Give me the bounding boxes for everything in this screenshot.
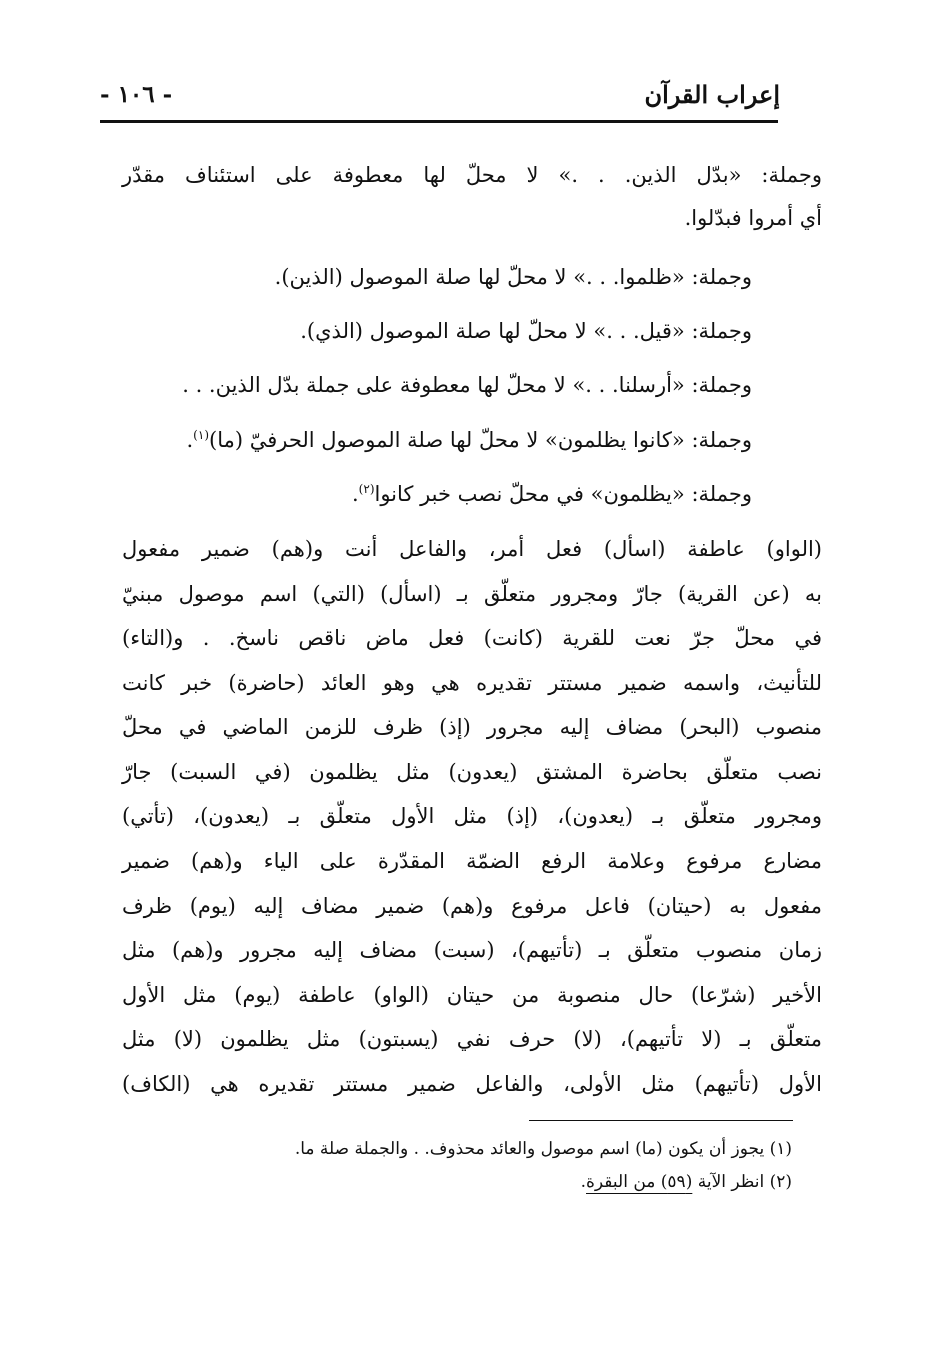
line-end: .	[186, 428, 194, 452]
body-line: نصب متعلّق بحاضرة المشتق (يعدون) مثل يظلمون (في السبت) جارّ	[122, 760, 822, 784]
footnote-2-reference: (٥٩) من البقرة	[586, 1172, 693, 1192]
body-line: مفعول به (حيتان) فاعل مرفوع و(هم) ضمير مضاف إليه (يوم) ظرف	[122, 894, 822, 918]
body-line	[352, 479, 752, 509]
line-text: وجملة: «كانوا يظلمون» لا محلّ لها صلة الموصول الحرفيّ (ما)	[209, 428, 752, 452]
footnote-marker: (٢)	[358, 482, 375, 496]
body-line: به (عن القرية) جارّ ومجرور متعلّق بـ (اسأل) (التي) اسم موصول مبنيّ	[122, 582, 822, 606]
book-title: إعراب القرآن	[644, 79, 780, 109]
body-line: (الواو) عاطفة (اسأل) فعل أمر، والفاعل أنت و(هم) ضمير مفعول	[122, 537, 822, 561]
page-number: - ١٠٦ -	[100, 80, 173, 108]
body-line	[186, 425, 752, 455]
body-line: مضارع مرفوع وعلامة الرفع الضمّة المقدّرة على الياء و(هم) ضمير	[122, 849, 822, 873]
footnote-2-end: .	[580, 1172, 587, 1192]
body-line: وجملة: «ظلموا. . .» لا محلّ لها صلة الموصول (الذين).	[274, 265, 752, 289]
body-line: وجملة: «قيل. . .» لا محلّ لها صلة الموصول (الذي).	[300, 319, 752, 343]
body-line: منصوب (البحر) مضاف إليه مجرور (إذ) ظرف للزمن الماضي في محلّ	[122, 715, 822, 739]
line-text: وجملة: «يظلمون» في محلّ نصب خبر كانوا	[374, 482, 752, 506]
body-line: وجملة: «بدّل الذين. . .» لا محلّ لها معطوفة على استئناف مقدّر	[122, 163, 822, 187]
line-end: .	[351, 482, 359, 506]
body-line: للتأنيث، واسمه ضمير مستتر تقديره هي وهو العائد (حاضرة) خبر كانت	[122, 671, 822, 695]
footnote-2-text: (٢) انظر الآية	[692, 1172, 792, 1192]
body-line: وجملة: «أرسلنا. . .» لا محلّ لها معطوفة على جملة بدّل الذين. . .	[182, 373, 752, 397]
body-line: ومجرور متعلّق بـ (يعدون)، (إذ) مثل الأول متعلّق بـ (يعدون)، (تأتي)	[122, 804, 822, 828]
body-line: أي أمروا فبدّلوا.	[684, 206, 822, 230]
footnote-1: (١) يجوز أن يكون (ما) اسم موصول والعائد محذوف. . والجملة صلة ما.	[294, 1139, 792, 1159]
footnote-separator	[529, 1120, 793, 1121]
page-header	[100, 70, 780, 118]
body-line: الأول (تأتيهم) مثل الأولى، والفاعل ضمير مستتر تقديره هي (الكاف)	[122, 1072, 822, 1096]
footnote-marker: (١)	[193, 428, 209, 442]
body-line: الأخير (شرّعا) حال منصوبة من حيتان (الواو) عاطفة (يوم) مثل الأول	[122, 983, 822, 1007]
footnote-2	[581, 1170, 792, 1194]
header-rule	[100, 120, 778, 123]
body-line: متعلّق بـ (لا تأتيهم)، (لا) حرف نفي (يسبتون) مثل يظلمون (لا) مثل	[122, 1027, 822, 1051]
body-line: في محلّ جرّ نعت للقرية (كانت) فعل ماض ناقص ناسخ. . و(التاء)	[122, 626, 822, 650]
body-line: زمان منصوب متعلّق بـ (تأتيهم)، (سبت) مضاف إليه مجرور و(هم) مثل	[122, 938, 822, 962]
